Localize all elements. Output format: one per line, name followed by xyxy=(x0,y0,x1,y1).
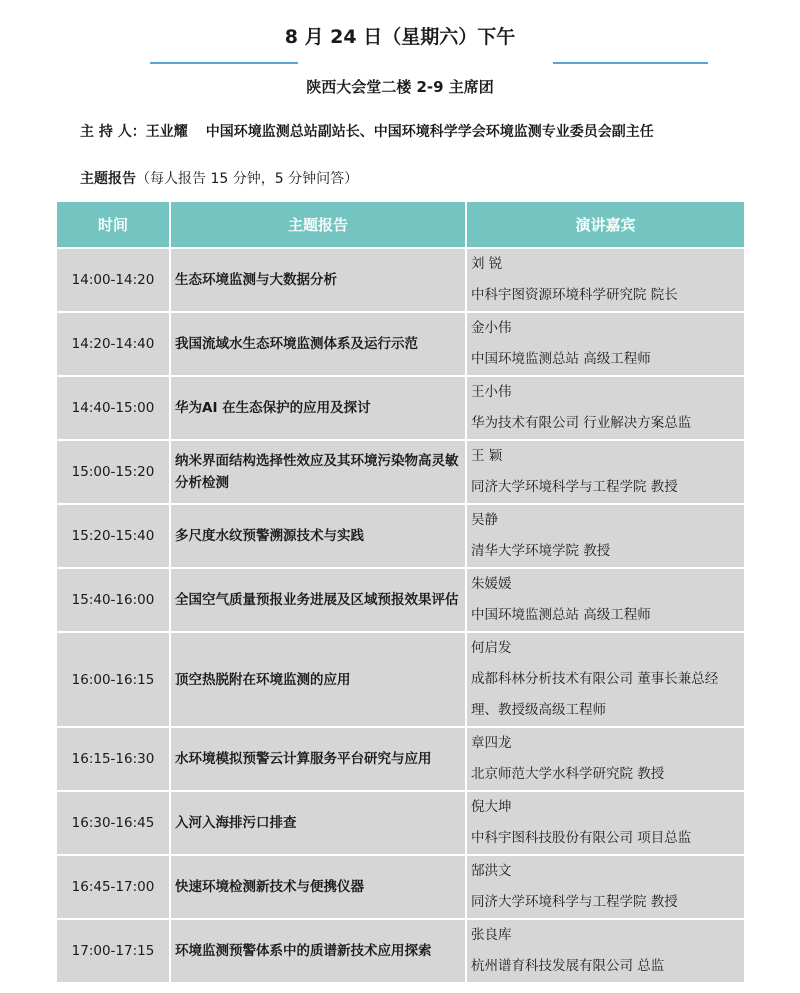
table-row xyxy=(57,791,744,855)
table-row xyxy=(57,919,744,982)
speaker-affiliation: 杭州谱育科技发展有限公司 总监 xyxy=(471,958,665,974)
row-speaker-cell xyxy=(466,312,744,376)
speaker-affiliation: 中国环境监测总站 高级工程师 xyxy=(471,607,651,623)
host-name: 王业耀 xyxy=(145,124,188,140)
topic-heading: 主题报告 xyxy=(80,171,136,187)
speaker-name: 王 颖 xyxy=(471,448,503,464)
host-line xyxy=(80,121,654,141)
speaker-affiliation: 华为技术有限公司 行业解决方案总监 xyxy=(471,415,692,431)
row-topic: 顶空热脱附在环境监测的应用 xyxy=(170,632,466,727)
column-header-time: 时间 xyxy=(57,202,170,248)
speaker-affiliation: 中科宇图资源环境科学研究院 院长 xyxy=(471,287,678,303)
session-date-title: 8 月 24 日（星期六）下午 xyxy=(284,26,516,48)
table-row xyxy=(57,312,744,376)
speaker-name: 张良库 xyxy=(471,927,512,943)
row-time: 16:15-16:30 xyxy=(57,727,170,791)
row-topic: 我国流域水生态环境监测体系及运行示范 xyxy=(170,312,466,376)
row-topic: 生态环境监测与大数据分析 xyxy=(170,248,466,312)
row-speaker-cell xyxy=(466,504,744,568)
speaker-name: 王小伟 xyxy=(471,384,512,400)
speaker-name: 朱媛媛 xyxy=(471,576,512,592)
agenda-table xyxy=(57,202,744,982)
row-speaker-cell xyxy=(466,248,744,312)
column-header-topic: 主题报告 xyxy=(170,202,466,248)
table-row xyxy=(57,855,744,919)
row-topic: 纳米界面结构选择性效应及其环境污染物高灵敏分析检测 xyxy=(170,440,466,504)
row-topic: 环境监测预警体系中的质谱新技术应用探索 xyxy=(170,919,466,982)
row-speaker-cell xyxy=(466,568,744,632)
speaker-name: 何启发 xyxy=(471,640,512,656)
table-header-row xyxy=(57,202,744,248)
row-topic: 华为AI 在生态保护的应用及探讨 xyxy=(170,376,466,440)
row-time: 15:20-15:40 xyxy=(57,504,170,568)
speaker-affiliation: 同济大学环境科学与工程学院 教授 xyxy=(471,479,678,495)
row-speaker-cell xyxy=(466,919,744,982)
row-time: 17:00-17:15 xyxy=(57,919,170,982)
host-label: 主 持 人： xyxy=(80,124,146,140)
speaker-name: 章四龙 xyxy=(471,735,512,751)
speaker-affiliation: 北京师范大学水科学研究院 教授 xyxy=(471,766,665,782)
title-rule-right xyxy=(553,62,708,64)
row-topic: 全国空气质量预报业务进展及区域预报效果评估 xyxy=(170,568,466,632)
row-topic: 快速环境检测新技术与便携仪器 xyxy=(170,855,466,919)
row-time: 16:00-16:15 xyxy=(57,632,170,727)
row-speaker-cell xyxy=(466,376,744,440)
table-row xyxy=(57,440,744,504)
table-row xyxy=(57,376,744,440)
row-speaker-cell xyxy=(466,791,744,855)
speaker-name: 刘 锐 xyxy=(471,256,503,272)
row-time: 14:40-15:00 xyxy=(57,376,170,440)
topic-heading-line xyxy=(80,168,358,188)
speaker-affiliation: 成都科林分析技术有限公司 董事长兼总经理、教授级高级工程师 xyxy=(471,671,719,718)
title-rule-left xyxy=(150,62,298,64)
speaker-affiliation: 同济大学环境科学与工程学院 教授 xyxy=(471,894,678,910)
table-row xyxy=(57,727,744,791)
table-row xyxy=(57,632,744,727)
row-time: 15:00-15:20 xyxy=(57,440,170,504)
row-speaker-cell xyxy=(466,632,744,727)
speaker-name: 吴静 xyxy=(471,512,498,528)
row-speaker-cell xyxy=(466,727,744,791)
speaker-name: 金小伟 xyxy=(471,320,512,336)
table-row xyxy=(57,568,744,632)
row-topic: 入河入海排污口排查 xyxy=(170,791,466,855)
speaker-affiliation: 中科宇图科技股份有限公司 项目总监 xyxy=(471,830,692,846)
row-speaker-cell xyxy=(466,440,744,504)
row-time: 14:00-14:20 xyxy=(57,248,170,312)
speaker-affiliation: 清华大学环境学院 教授 xyxy=(471,543,611,559)
row-time: 16:45-17:00 xyxy=(57,855,170,919)
speaker-name: 倪大坤 xyxy=(471,799,512,815)
row-topic: 水环境模拟预警云计算服务平台研究与应用 xyxy=(170,727,466,791)
table-row xyxy=(57,504,744,568)
speaker-affiliation: 中国环境监测总站 高级工程师 xyxy=(471,351,651,367)
row-topic: 多尺度水纹预警溯源技术与实践 xyxy=(170,504,466,568)
venue-label: 陕西大会堂二楼 2-9 主席团 xyxy=(306,78,494,96)
row-time: 15:40-16:00 xyxy=(57,568,170,632)
table-row xyxy=(57,248,744,312)
topic-note: （每人报告 15 分钟，5 分钟问答） xyxy=(136,171,359,187)
speaker-name: 郜洪文 xyxy=(471,863,512,879)
column-header-speaker: 演讲嘉宾 xyxy=(466,202,744,248)
host-title: 中国环境监测总站副站长、中国环境科学学会环境监测专业委员会副主任 xyxy=(205,124,654,140)
row-time: 16:30-16:45 xyxy=(57,791,170,855)
row-speaker-cell xyxy=(466,855,744,919)
row-time: 14:20-14:40 xyxy=(57,312,170,376)
